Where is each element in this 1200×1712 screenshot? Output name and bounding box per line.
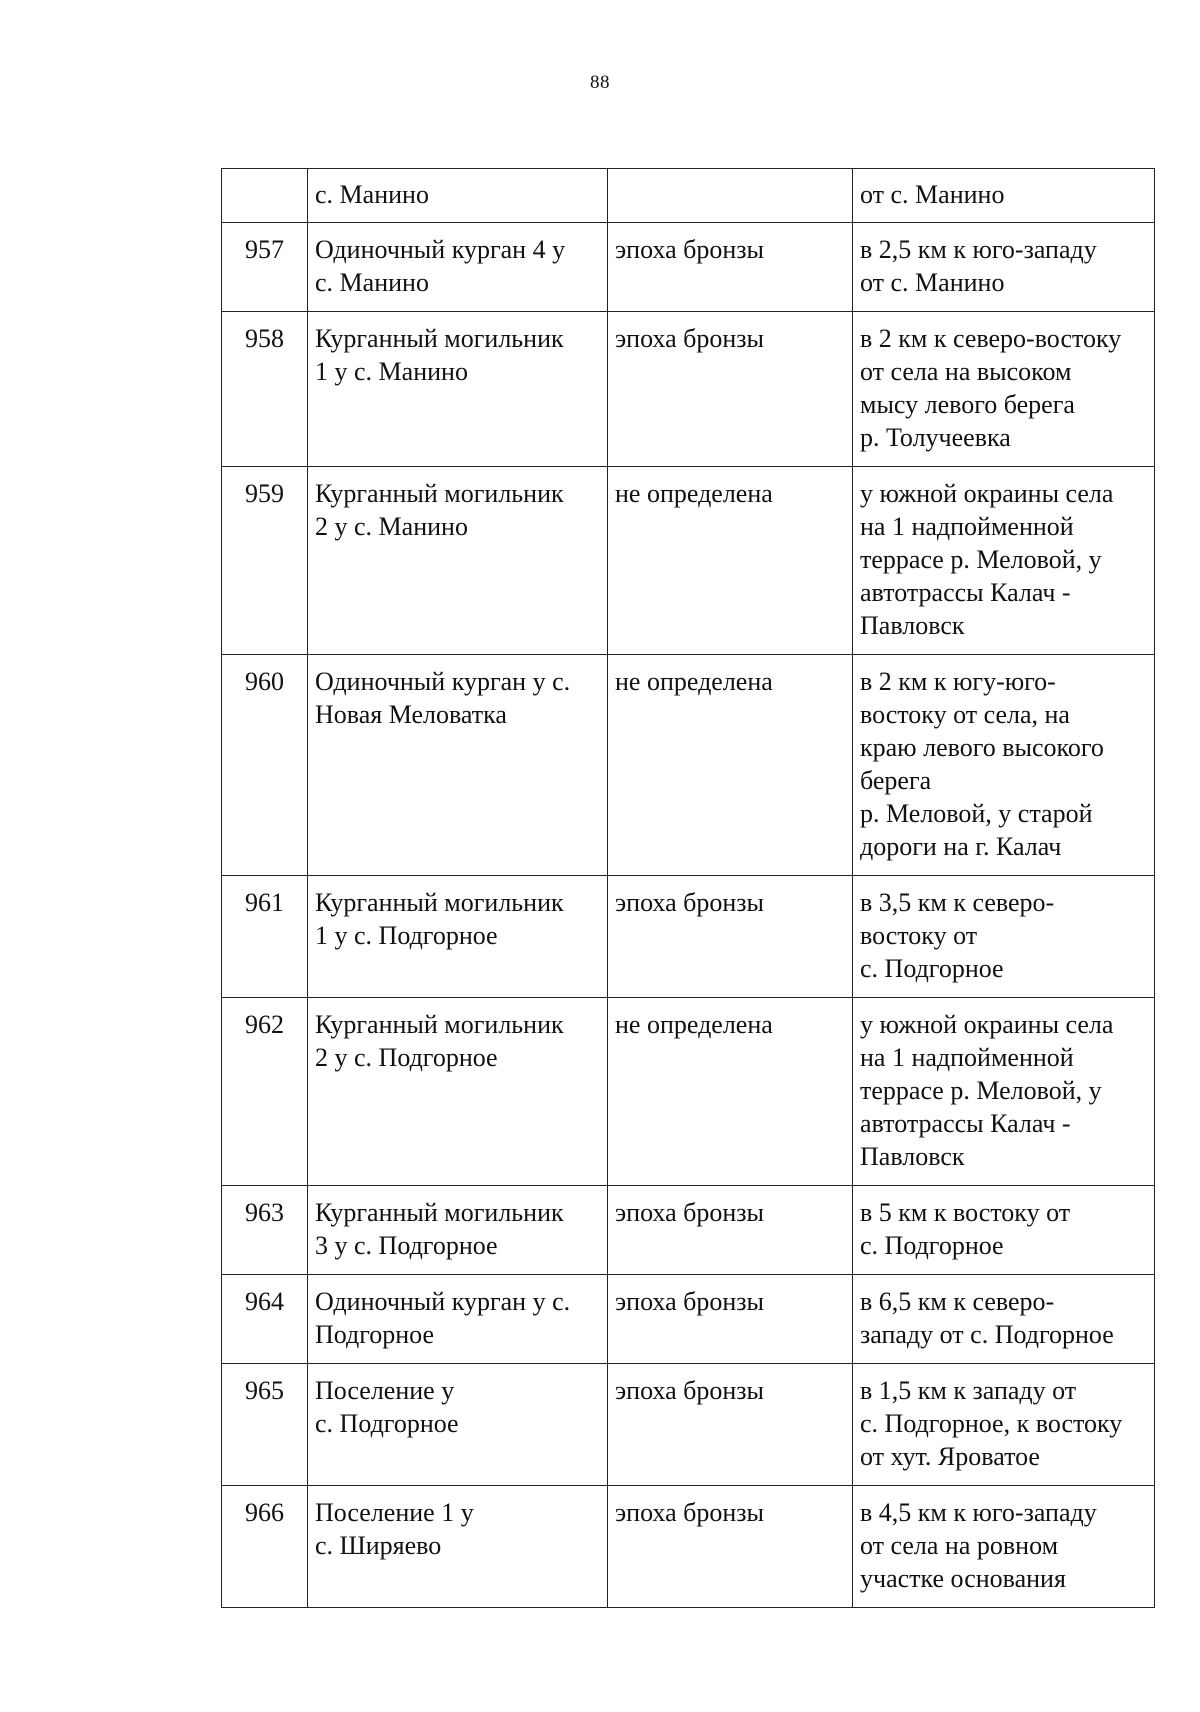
monument-name: с. Манино bbox=[308, 169, 608, 223]
table-row bbox=[222, 1486, 1155, 1608]
monument-dating bbox=[608, 169, 853, 223]
table-row bbox=[222, 876, 1155, 998]
monument-location: в 3,5 км к северо- востоку от с. Подгорное bbox=[853, 876, 1155, 998]
monument-name: Поселение 1 у с. Ширяево bbox=[308, 1486, 608, 1608]
monuments-table bbox=[221, 168, 1155, 1608]
monument-location: в 4,5 км к юго-западу от села на ровном участке основания bbox=[853, 1486, 1155, 1608]
monument-dating: эпоха бронзы bbox=[608, 1275, 853, 1364]
row-number bbox=[222, 169, 308, 223]
monument-dating: не определена bbox=[608, 467, 853, 655]
table-row bbox=[222, 1275, 1155, 1364]
monument-dating: эпоха бронзы bbox=[608, 223, 853, 312]
table-row bbox=[222, 1364, 1155, 1486]
row-number: 962 bbox=[222, 998, 308, 1186]
row-number: 961 bbox=[222, 876, 308, 998]
monument-location: в 1,5 км к западу от с. Подгорное, к востоку от хут. Яроватое bbox=[853, 1364, 1155, 1486]
table-row bbox=[222, 467, 1155, 655]
monument-location: от с. Манино bbox=[853, 169, 1155, 223]
monument-name: Курганный могильник 3 у с. Подгорное bbox=[308, 1186, 608, 1275]
monument-name: Курганный могильник 2 у с. Манино bbox=[308, 467, 608, 655]
row-number: 964 bbox=[222, 1275, 308, 1364]
row-number: 965 bbox=[222, 1364, 308, 1486]
monument-location: в 2 км к северо-востоку от села на высоком мысу левого берега р. Толучеевка bbox=[853, 312, 1155, 467]
monument-dating: эпоха бронзы bbox=[608, 1364, 853, 1486]
table-row bbox=[222, 223, 1155, 312]
monument-dating: эпоха бронзы bbox=[608, 1486, 853, 1608]
row-number: 959 bbox=[222, 467, 308, 655]
table-row bbox=[222, 1186, 1155, 1275]
monument-dating: не определена bbox=[608, 998, 853, 1186]
monument-location: в 6,5 км к северо- западу от с. Подгорное bbox=[853, 1275, 1155, 1364]
row-number: 960 bbox=[222, 655, 308, 876]
table-row bbox=[222, 312, 1155, 467]
monument-location: у южной окраины села на 1 надпойменной террасе р. Меловой, у автотрассы Калач - Павловск bbox=[853, 998, 1155, 1186]
monument-dating: не определена bbox=[608, 655, 853, 876]
table-row bbox=[222, 655, 1155, 876]
table-row bbox=[222, 169, 1155, 223]
monument-location: в 2,5 км к юго-западу от с. Манино bbox=[853, 223, 1155, 312]
monument-name: Курганный могильник 2 у с. Подгорное bbox=[308, 998, 608, 1186]
monument-dating: эпоха бронзы bbox=[608, 1186, 853, 1275]
monument-location: у южной окраины села на 1 надпойменной террасе р. Меловой, у автотрассы Калач - Павловск bbox=[853, 467, 1155, 655]
row-number: 957 bbox=[222, 223, 308, 312]
monument-location: в 2 км к югу-юго- востоку от села, на краю левого высокого берега р. Меловой, у старой дороги на г. Калач bbox=[853, 655, 1155, 876]
monument-dating: эпоха бронзы bbox=[608, 876, 853, 998]
monument-name: Одиночный курган у с. Новая Меловатка bbox=[308, 655, 608, 876]
row-number: 963 bbox=[222, 1186, 308, 1275]
monument-name: Курганный могильник 1 у с. Подгорное bbox=[308, 876, 608, 998]
page-number: 88 bbox=[590, 72, 610, 93]
monument-name: Курганный могильник 1 у с. Манино bbox=[308, 312, 608, 467]
monument-location: в 5 км к востоку от с. Подгорное bbox=[853, 1186, 1155, 1275]
monument-name: Одиночный курган у с. Подгорное bbox=[308, 1275, 608, 1364]
row-number: 966 bbox=[222, 1486, 308, 1608]
row-number: 958 bbox=[222, 312, 308, 467]
monument-name: Поселение у с. Подгорное bbox=[308, 1364, 608, 1486]
monument-name: Одиночный курган 4 у с. Манино bbox=[308, 223, 608, 312]
monument-dating: эпоха бронзы bbox=[608, 312, 853, 467]
table-row bbox=[222, 998, 1155, 1186]
